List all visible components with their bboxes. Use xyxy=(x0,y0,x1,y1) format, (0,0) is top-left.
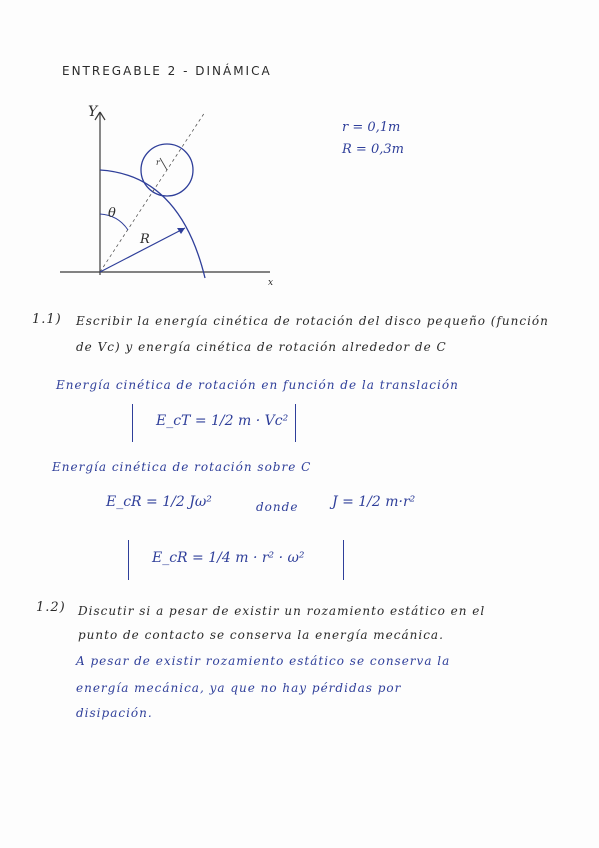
param-R: R = 0,3m xyxy=(342,142,404,157)
a1-eq1: E_cT = 1/2 m · Vc² xyxy=(156,413,289,429)
page-title: ENTREGABLE 2 - DINÁMICA xyxy=(62,64,272,78)
a1-heading1: Energía cinética de rotación en función de la translación xyxy=(56,378,459,392)
a1-eq3: J = 1/2 m·r² xyxy=(332,494,416,510)
a2-line1: A pesar de existir rozamiento estático se conserva la xyxy=(76,654,451,668)
small-radius xyxy=(160,158,167,170)
q1-line1: Escribir la energía cinética de rotación del disco pequeño (función xyxy=(76,314,549,328)
a1-eq4: E_cR = 1/4 m · r² · ω² xyxy=(152,550,305,566)
a2-line3: disipación. xyxy=(76,706,153,720)
axis-y-label: Y xyxy=(88,104,98,120)
angle-label: θ xyxy=(108,206,116,221)
a1-heading2: Energía cinética de rotación sobre C xyxy=(52,460,312,474)
radius-R-label: R xyxy=(140,232,150,247)
large-circle-arc xyxy=(100,170,205,278)
param-r: r = 0,1m xyxy=(342,120,401,135)
q2-line1: Discutir si a pesar de existir un rozamiento estático en el xyxy=(78,604,486,618)
q1-line2: de Vc) y energía cinética de rotación alrededor de C xyxy=(76,340,447,354)
a1-eq2: E_cR = 1/2 Jω² xyxy=(106,494,212,510)
q1-number: 1.1) xyxy=(32,312,62,327)
radius-r-label: r xyxy=(156,158,160,167)
a2-line2: energía mecánica, ya que no hay pérdidas por xyxy=(76,681,402,695)
a1-donde: donde xyxy=(256,500,299,514)
axis-x-label: x xyxy=(268,278,274,288)
q2-line2: punto de contacto se conserva la energía mecánica. xyxy=(78,628,444,642)
q2-number: 1.2) xyxy=(36,600,66,615)
